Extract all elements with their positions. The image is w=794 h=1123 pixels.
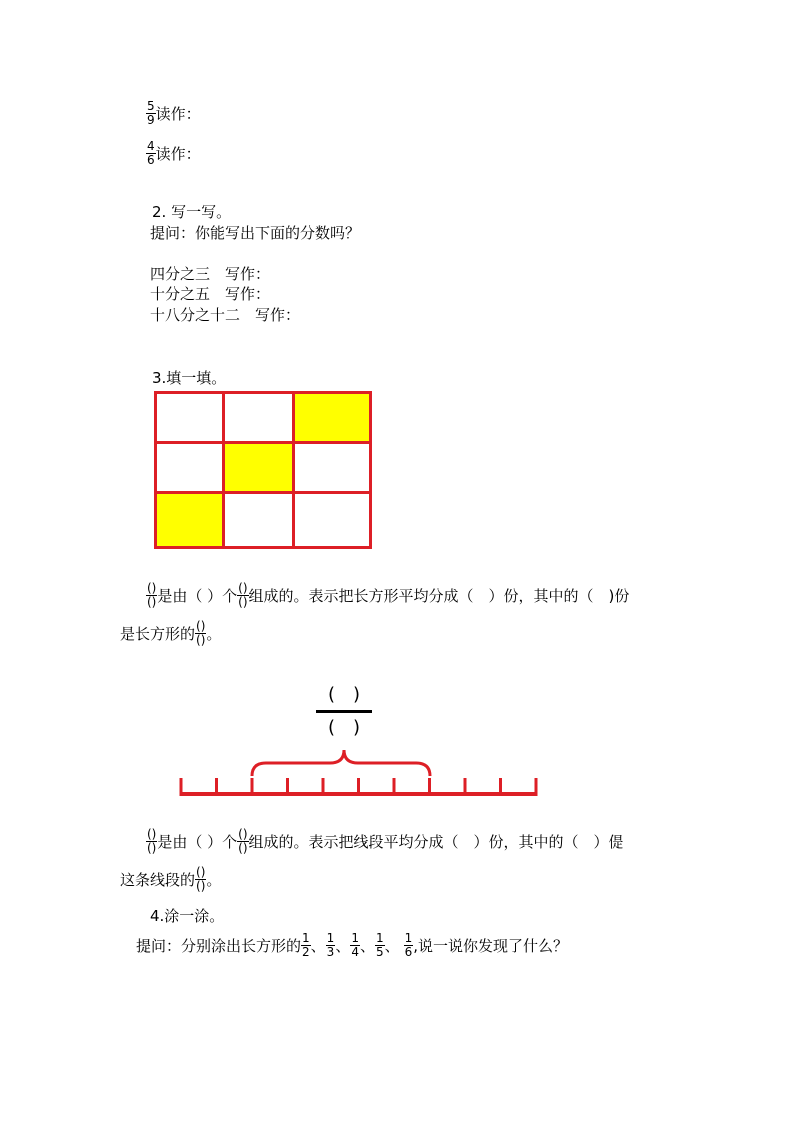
grid-cell: [295, 494, 369, 546]
numerator: (): [238, 827, 248, 841]
denominator: (): [147, 595, 157, 609]
denominator: 9: [147, 113, 155, 127]
numerator: 1: [375, 931, 384, 945]
grid-cell-shaded: [295, 394, 369, 444]
q3-sentence-2-line-2: [120, 866, 221, 893]
segment-fraction-label: [316, 682, 372, 741]
sentence-text: 是由（ ）个: [157, 832, 238, 851]
grid-cell: [225, 394, 295, 444]
numerator: 5: [147, 99, 155, 113]
fraction: [146, 100, 156, 127]
denominator: (): [238, 595, 248, 609]
sentence-text: 。: [206, 870, 222, 889]
prompt-text: ,说一说你发现了什么？: [413, 936, 569, 955]
denominator: 3: [326, 945, 335, 959]
read-label: 读作：: [155, 104, 201, 123]
q4-title: 4.涂一涂。: [150, 907, 225, 925]
fraction: [146, 140, 156, 167]
separator: 、: [359, 936, 375, 955]
q4-prompt: [136, 932, 568, 959]
prompt-text: 提问：分别涂出长方形的: [136, 936, 302, 955]
separator: 、: [310, 936, 326, 955]
q3-title: 3.填一填。: [152, 369, 227, 387]
grid-cell-shaded: [157, 494, 225, 546]
numerator: 1: [404, 931, 413, 945]
blank-fraction: [237, 582, 248, 609]
q3-sentence-1-line-2: [120, 620, 221, 647]
denominator: (): [147, 841, 157, 855]
blank-fraction: [195, 866, 206, 893]
read-label: 读作：: [155, 144, 201, 163]
denominator: 6: [147, 153, 155, 167]
numerator: (): [147, 581, 157, 595]
rectangle-grid: [154, 391, 372, 549]
denominator: (): [196, 633, 206, 647]
brace: [252, 750, 430, 776]
fraction: [301, 932, 311, 959]
numerator: ( ): [327, 684, 361, 705]
blank-fraction: [146, 582, 157, 609]
sentence-text: 。: [206, 624, 222, 643]
fraction: [350, 932, 360, 959]
numerator: (): [147, 827, 157, 841]
q2-item-3: 十八分之十二 写作：: [150, 306, 301, 324]
grid-cell: [295, 444, 369, 494]
grid-cell: [225, 494, 295, 546]
numerator: 1: [326, 931, 335, 945]
grid-cell: [157, 444, 225, 494]
sentence-text: 组成的。表示把长方形平均分成（ ）份，其中的（ )份: [248, 586, 630, 605]
denominator: 5: [375, 945, 384, 959]
denominator: (): [196, 879, 206, 893]
blank-fraction: [237, 828, 248, 855]
sentence-text: 这条线段的: [120, 870, 196, 889]
grid-cell-shaded: [225, 444, 295, 494]
numerator: (): [196, 865, 206, 879]
grid-cell: [157, 394, 225, 444]
q2-title: 2. 写一写。: [152, 203, 232, 221]
numerator: 1: [302, 931, 310, 945]
denominator: (): [238, 841, 248, 855]
sentence-text: 是由（ ）个: [157, 586, 238, 605]
q2-prompt: 提问：你能写出下面的分数吗？: [150, 224, 361, 242]
fraction: [326, 932, 336, 959]
fraction: [404, 932, 414, 959]
sentence-text: 是长方形的: [120, 624, 196, 643]
q2-item-2: 十分之五 写作：: [150, 285, 271, 303]
numerator: 1: [351, 931, 359, 945]
q3-sentence-1: [146, 582, 629, 609]
separator: 、: [384, 936, 400, 955]
fraction: [375, 932, 385, 959]
denominator: ( ): [327, 717, 361, 738]
q2-item-1: 四分之三 写作：: [150, 265, 271, 283]
fraction-bar: [316, 710, 372, 713]
denominator: 6: [404, 945, 413, 959]
blank-fraction: [146, 828, 157, 855]
denominator: 4: [351, 945, 359, 959]
line-segment-figure: [170, 740, 550, 805]
q1-item-2: [146, 140, 201, 167]
numerator: (): [238, 581, 248, 595]
blank-fraction: [195, 620, 206, 647]
sentence-text: 组成的。表示把线段平均分成（ ）份，其中的（ ）偍: [248, 832, 624, 851]
numerator: (): [196, 619, 206, 633]
q3-sentence-2: [146, 828, 624, 855]
q1-item-1: [146, 100, 201, 127]
separator: 、: [335, 936, 351, 955]
numerator: 4: [147, 139, 155, 153]
denominator: 2: [302, 945, 310, 959]
